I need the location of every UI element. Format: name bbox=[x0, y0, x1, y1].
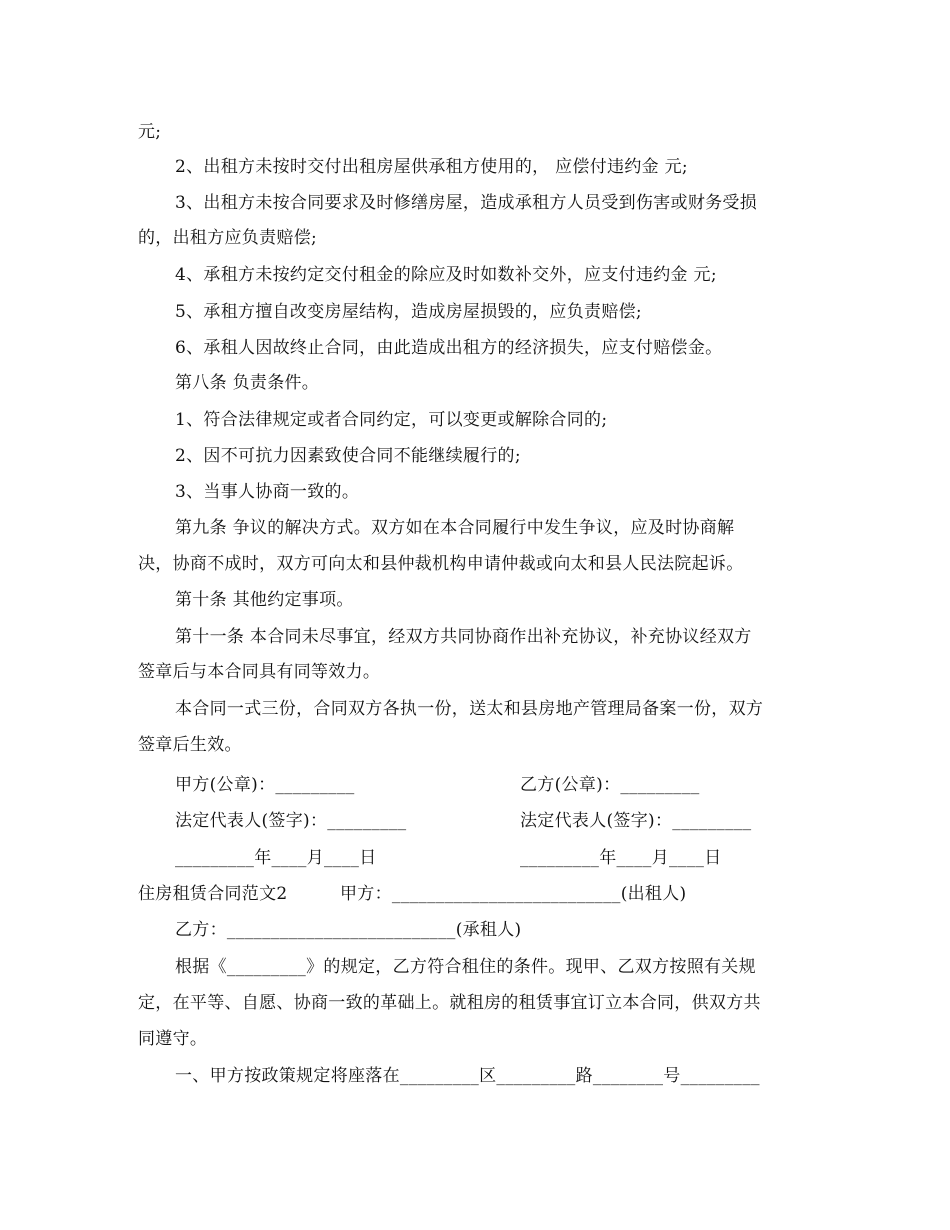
second-contract-party-b: 乙方：__________________________(承租人) bbox=[175, 920, 522, 940]
party-a-date-field: _________年____月____日 bbox=[175, 848, 377, 868]
text-line: 4、承租方未按约定交付租金的除应及时如数补交外，应支付违约金 元; bbox=[175, 265, 717, 285]
article-heading: 第十条 其他约定事项。 bbox=[175, 590, 354, 610]
party-a-seal-field: 甲方(公章)：_________ bbox=[175, 775, 355, 795]
text-line: 一、甲方按政策规定将座落在_________区_________路________号_________ bbox=[175, 1066, 760, 1086]
text-line: 同遵守。 bbox=[138, 1029, 208, 1049]
second-contract-party-a: 甲方：__________________________(出租人) bbox=[340, 884, 687, 904]
text-line: 2、出租方未按时交付出租房屋供承租方使用的， 应偿付违约金 元; bbox=[175, 157, 688, 177]
text-line: 签章后生效。 bbox=[138, 735, 242, 755]
party-b-representative-field: 法定代表人(签字)：_________ bbox=[520, 811, 752, 831]
text-line: 3、当事人协商一致的。 bbox=[175, 482, 360, 502]
text-line: 5、承租方擅自改变房屋结构，造成房屋损毁的，应负责赔偿; bbox=[175, 302, 642, 322]
text-line: 根据《_________》的规定，乙方符合租住的条件。现甲、乙双方按照有关规 bbox=[175, 957, 756, 977]
text-line: 1、符合法律规定或者合同约定，可以变更或解除合同的; bbox=[175, 410, 608, 430]
text-line: 第九条 争议的解决方式。双方如在本合同履行中发生争议，应及时协商解 bbox=[175, 518, 735, 538]
text-line: 3、出租方未按合同要求及时修缮房屋，造成承租方人员受到伤害或财务受损 bbox=[175, 193, 758, 213]
text-line: 本合同一式三份，合同双方各执一份，送太和县房地产管理局备案一份，双方 bbox=[175, 699, 764, 719]
party-b-date-field: _________年____月____日 bbox=[520, 848, 722, 868]
article-heading: 第八条 负责条件。 bbox=[175, 373, 320, 393]
text-line: 第十一条 本合同未尽事宜，经双方共同协商作出补充协议，补充协议经双方 bbox=[175, 627, 752, 647]
text-line: 定，在平等、自愿、协商一致的革础上。就租房的租赁事宜订立本合同，供双方共 bbox=[138, 993, 761, 1013]
party-a-representative-field: 法定代表人(签字)：_________ bbox=[175, 811, 407, 831]
second-contract-heading: 住房租赁合同范文2 bbox=[138, 884, 288, 904]
text-line: 6、承租人因故终止合同，由此造成出租方的经济损失，应支付赔偿金。 bbox=[175, 338, 723, 358]
text-line: 决，协商不成时，双方可向太和县仲裁机构申请仲裁或向太和县人民法院起诉。 bbox=[138, 554, 744, 574]
text-line: 元; bbox=[138, 122, 162, 142]
party-b-seal-field: 乙方(公章)：_________ bbox=[520, 775, 700, 795]
text-line: 签章后与本合同具有同等效力。 bbox=[138, 662, 381, 682]
text-line: 2、因不可抗力因素致使合同不能继续履行的; bbox=[175, 446, 521, 466]
text-line: 的，出租方应负责赔偿; bbox=[138, 228, 318, 248]
